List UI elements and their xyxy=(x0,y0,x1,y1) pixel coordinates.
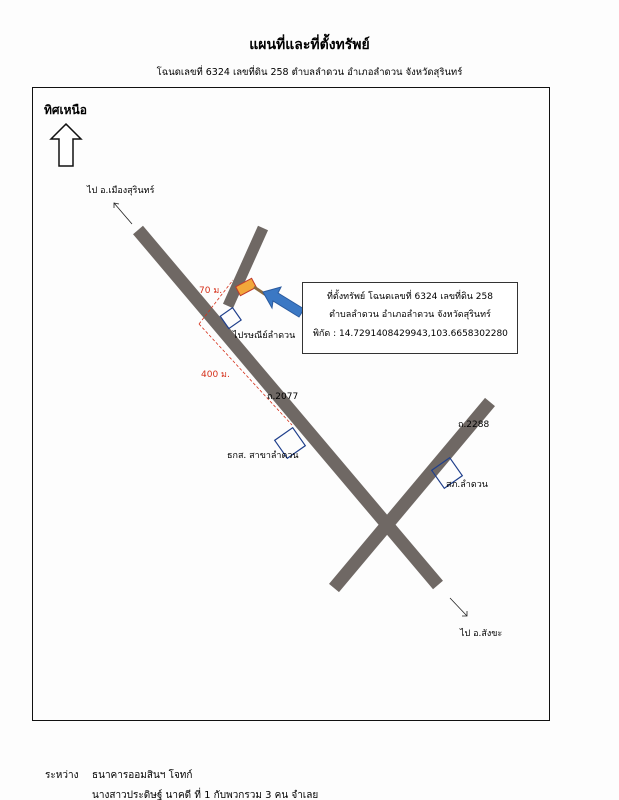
page-subtitle: โฉนดเลขที่ 6324 เลขที่ดิน 258 ตำบลลำดวน อำเภอลำดวน จังหวัดสุรินทร์ xyxy=(156,67,463,78)
page-title: แผนที่และที่ตั้งทรัพย์ xyxy=(249,37,370,53)
north-arrow-icon xyxy=(51,124,81,166)
branch-road-north xyxy=(228,228,263,306)
north-label: ทิศเหนือ xyxy=(44,103,87,117)
label-road-2288: ถ.2288 xyxy=(458,420,490,430)
info-location: ตำบลลำดวน อำเภอลำดวน จังหวัดสุรินทร์ xyxy=(329,310,491,320)
label-road-2077: ถ.2077 xyxy=(267,392,299,402)
property-info-box xyxy=(302,282,518,354)
label-post-office: ไปรษณีย์ลำดวน xyxy=(233,331,296,341)
pointer-arrow-icon xyxy=(263,287,304,317)
direction-arrow-icon xyxy=(114,203,132,224)
label-distance-400: 400 ม. xyxy=(201,370,230,380)
footer-between-label: ระหว่าง xyxy=(45,770,79,781)
label-distance-70: 70 ม. xyxy=(199,286,223,296)
label-to-mueang: ไป อ.เมืองสุรินทร์ xyxy=(87,186,155,196)
info-coordinates: พิกัด : 14.7291408429943,103.6658302280 xyxy=(313,329,508,339)
label-to-sangkha: ไป อ.สังขะ xyxy=(460,629,503,639)
footer-defendant: นางสาวประดิษฐ์ นาคดี ที่ 1 กับพวกรวม 3 คน จำเลย xyxy=(92,790,319,800)
footer-plaintiff: ธนาคารออมสินฯ โจทก์ xyxy=(92,770,193,781)
label-police: สภ.ลำดวน xyxy=(446,480,488,490)
direction-arrow-icon xyxy=(450,598,467,616)
info-title: ที่ตั้งทรัพย์ โฉนดเลขที่ 6324 เลขที่ดิน 258 xyxy=(327,292,493,302)
label-baac: ธกส. สาขาลำดวน xyxy=(227,451,299,461)
